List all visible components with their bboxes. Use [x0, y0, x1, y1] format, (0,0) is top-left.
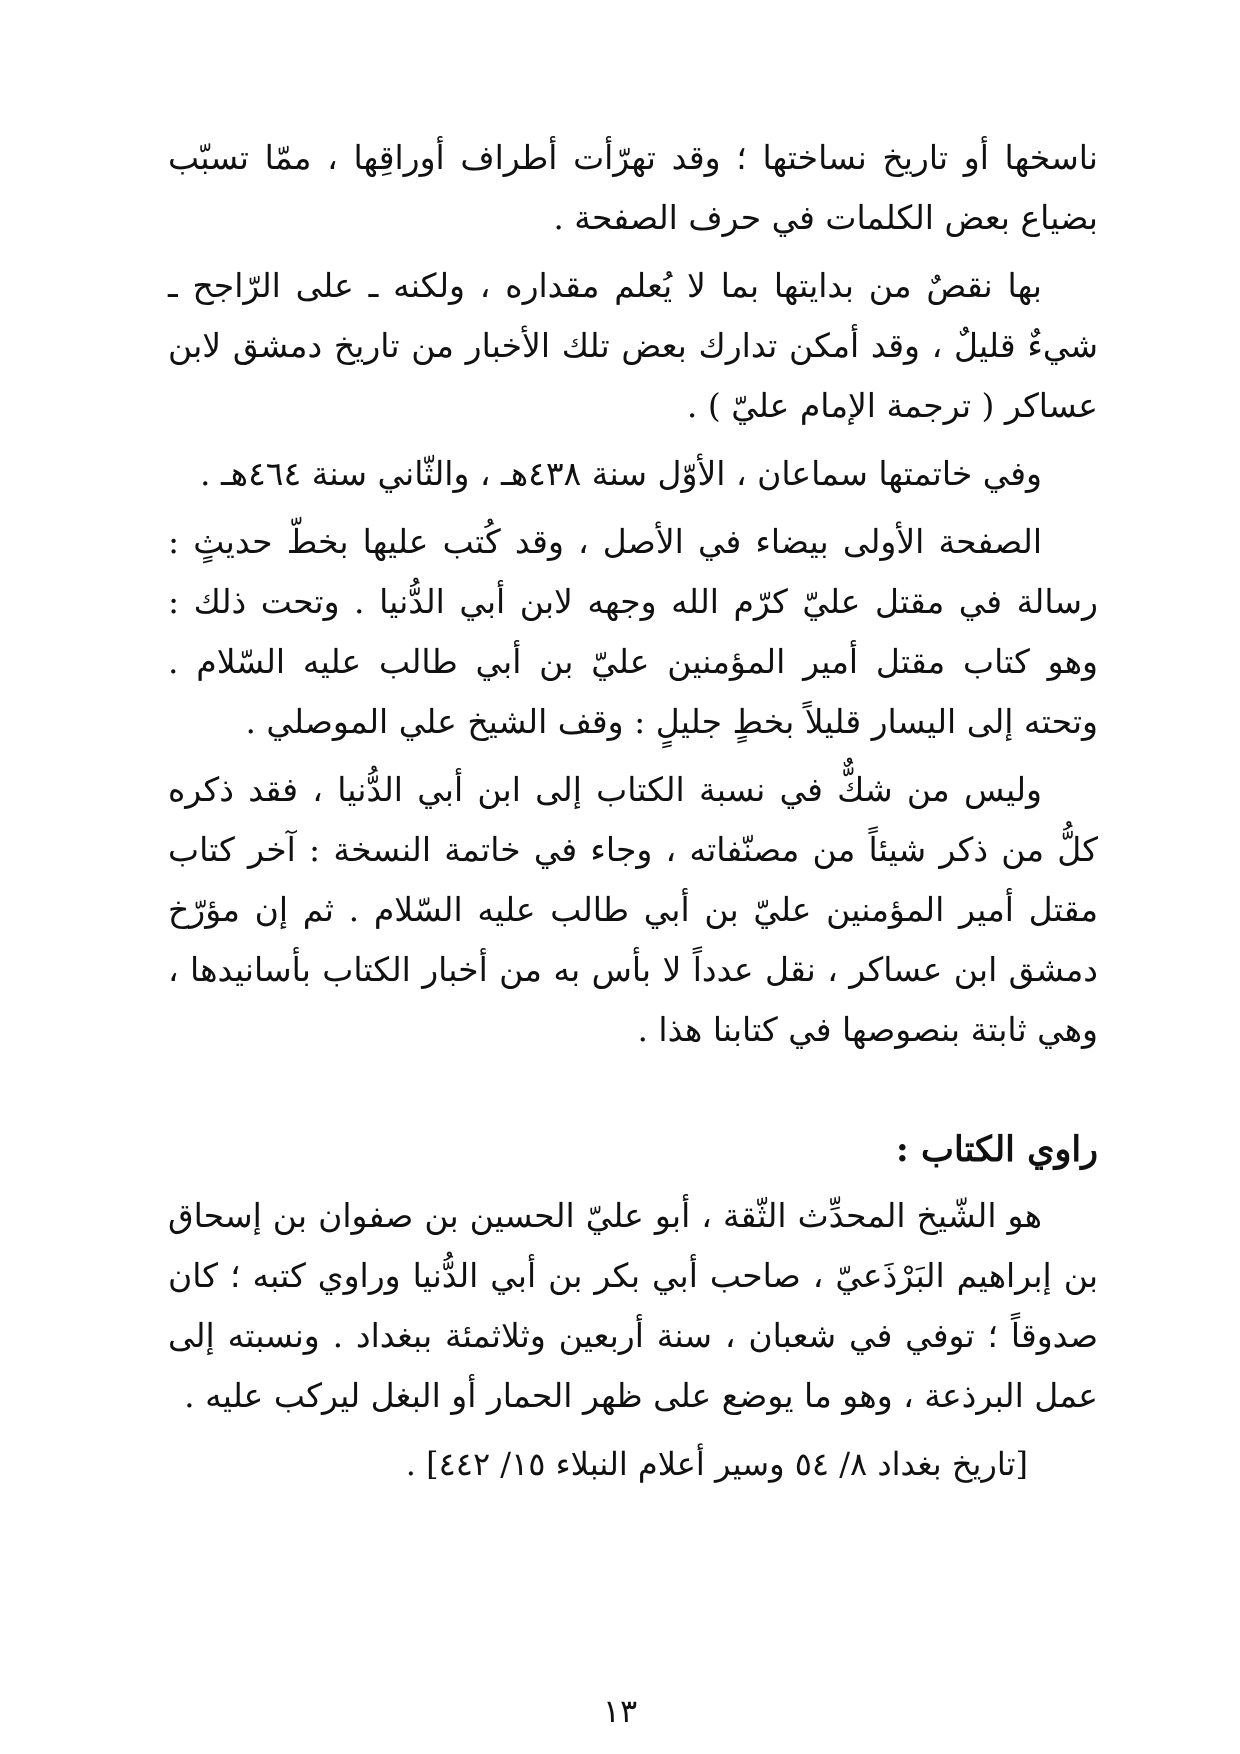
reference-citation: [تاريخ بغداد ٨/ ٥٤ وسير أعلام النبلاء ١٥/ ٤٤٢] . — [405, 1445, 1028, 1483]
page-number: ١٣ — [602, 1692, 638, 1730]
paragraph-manuscript-condition: ناسخها أو تاريخ نساختها ؛ وقد تهرّأت أطراف أوراقِها ، ممّا تسبّب بضياع بعض الكلمات في حرف الصفحة . — [168, 138, 1098, 237]
page-body — [168, 128, 1098, 1494]
paragraph-first-page: الصفحة الأولى بيضاء في الأصل ، وقد كُتب عليها بخطّ حديثٍ : رسالة في مقتل عليّ كرّم الله وجهه لابن أبي الدُّنيا . وتحت ذلك : وهو كتاب مقتل أمير المؤمنين عليّ بن أبي طالب عليه السّلام . وتحته إلى اليسار قليلاً بخطٍ جليلٍ : وقف الشيخ علي الموصلي . — [168, 522, 1098, 741]
paragraph-attribution: وليس من شكٌّ في نسبة الكتاب إلى ابن أبي الدُّنيا ، فقد ذكره كلُّ من ذكر شيئاً من مصنّفاته ، وجاء في خاتمة النسخة : آخر كتاب مقتل أمير المؤمنين عليّ بن أبي طالب عليه السّلام . ثم إن مؤرّخ دمشق ابن عساكر ، نقل عدداً لا بأس به من أخبار الكتاب بأسانيدها ، وهي ثابتة بنصوصها في كتابنا هذا . — [168, 770, 1098, 1049]
paragraph-narrator-bio: هو الشّيخ المحدِّث الثّقة ، أبو عليّ الحسين بن صفوان بن إسحاق بن إبراهيم البَرْذَعيّ ، صاحب أبي بكر بن أبي الدُّنيا وراوي كتبه ؛ كان صدوقاً ؛ توفي في شعبان ، سنة أربعين وثلاثمئة ببغداد . ونسبته إلى عمل البرذعة ، وهو ما يوضع على ظهر الحمار أو البغل ليركب عليه . — [168, 1196, 1098, 1415]
section-heading-narrator: راوي الكتاب : — [895, 1129, 1098, 1170]
paragraph-colophon-hearings: وفي خاتمتها سماعان ، الأوّل سنة ٤٣٨هـ ، والثّاني سنة ٤٦٤هـ . — [200, 454, 1042, 493]
paragraph-missing-beginning: بها نقصٌ من بدايتها بما لا يُعلم مقداره ، ولكنه ـ على الرّاجح ـ شيءٌ قليلٌ ، وقد أمكن تدارك بعض تلك الأخبار من تاريخ دمشق لابن عساكر ( ترجمة الإمام عليّ ) . — [168, 266, 1098, 425]
